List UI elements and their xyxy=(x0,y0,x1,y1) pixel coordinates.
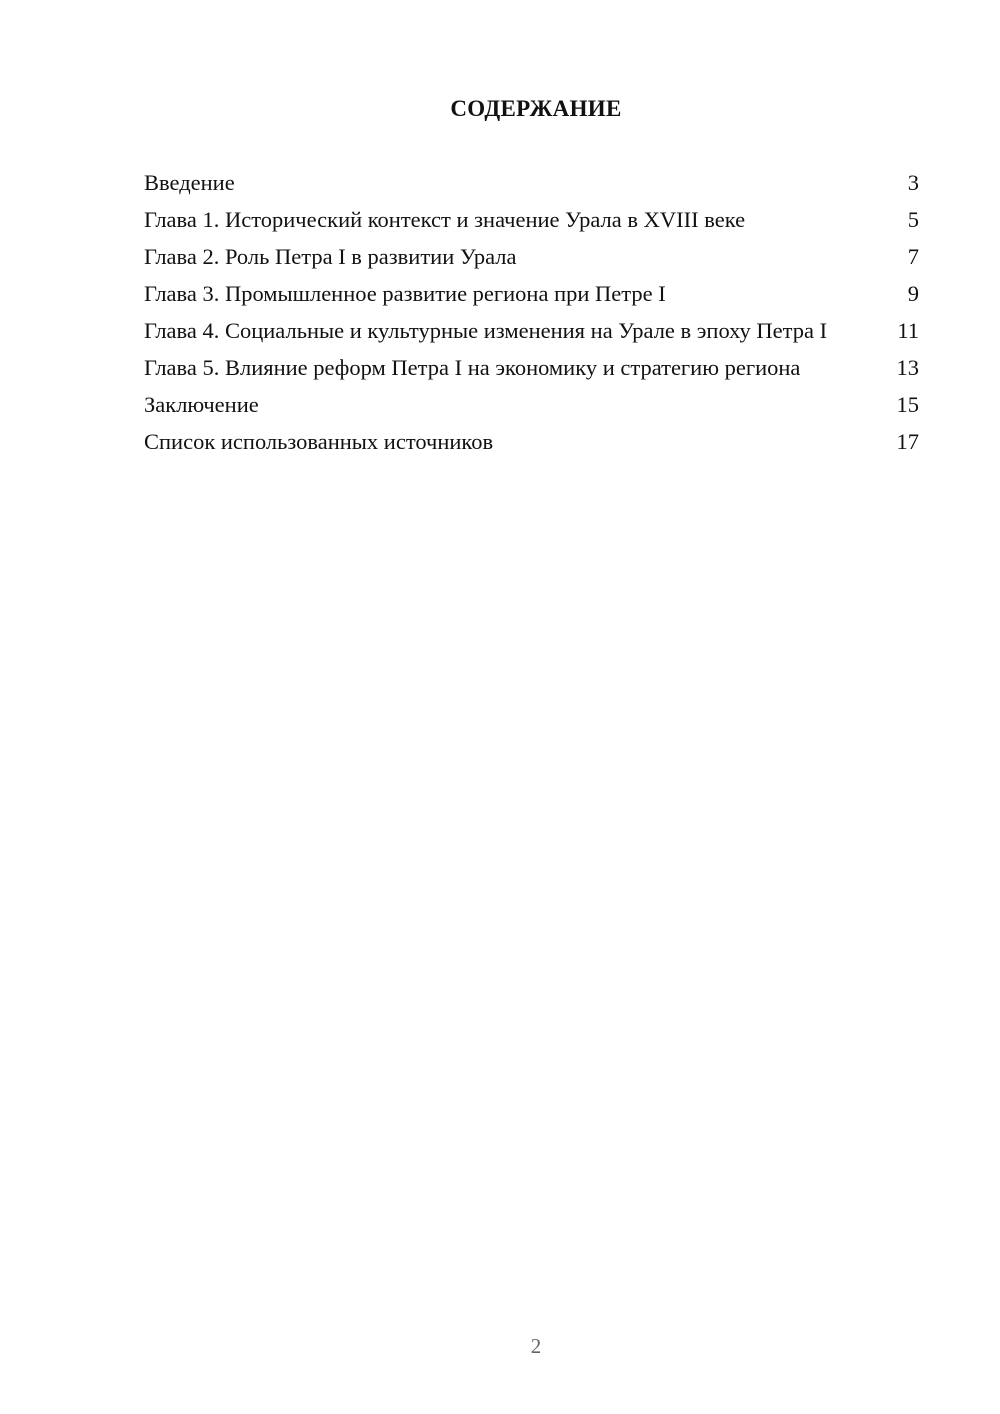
toc-entry-page: 17 xyxy=(896,429,919,454)
toc-entry-page: 5 xyxy=(907,207,919,232)
toc-entry-page: 9 xyxy=(907,281,919,306)
toc-entry-chapter-5[interactable] xyxy=(144,355,919,381)
toc-entry-chapter-2[interactable] xyxy=(144,244,919,270)
toc-entry-title: Глава 5. Влияние реформ Петра I на экономику и стратегию региона xyxy=(144,355,801,380)
toc-entry-title: Глава 3. Промышленное развитие региона при Петре I xyxy=(144,281,666,306)
toc-entry-chapter-3[interactable] xyxy=(144,281,919,307)
toc-entry-title: Глава 2. Роль Петра I в развитии Урала xyxy=(144,244,517,269)
table-of-contents xyxy=(144,170,919,455)
toc-entry-page: 15 xyxy=(896,392,919,417)
toc-entry-introduction[interactable] xyxy=(144,170,919,196)
toc-entry-chapter-1[interactable] xyxy=(144,207,919,233)
toc-entry-page: 13 xyxy=(896,355,919,380)
toc-entry-conclusion[interactable] xyxy=(144,392,919,418)
toc-entry-page: 7 xyxy=(907,244,919,269)
toc-entry-title: Глава 1. Исторический контекст и значение Урала в XVIII веке xyxy=(144,207,746,232)
toc-entry-page: 11 xyxy=(897,318,919,343)
page-number: 2 xyxy=(530,1334,542,1358)
toc-entry-title: Глава 4. Социальные и культурные изменения на Урале в эпоху Петра I xyxy=(144,318,828,343)
toc-entry-title: Введение xyxy=(144,170,235,195)
toc-entry-title: Заключение xyxy=(144,392,259,417)
toc-entry-page: 3 xyxy=(907,170,919,195)
toc-entry-references[interactable] xyxy=(144,429,919,455)
toc-entry-title: Список использованных источников xyxy=(144,429,494,454)
page-title: СОДЕРЖАНИЕ xyxy=(450,96,622,121)
toc-entry-chapter-4[interactable] xyxy=(144,318,919,344)
